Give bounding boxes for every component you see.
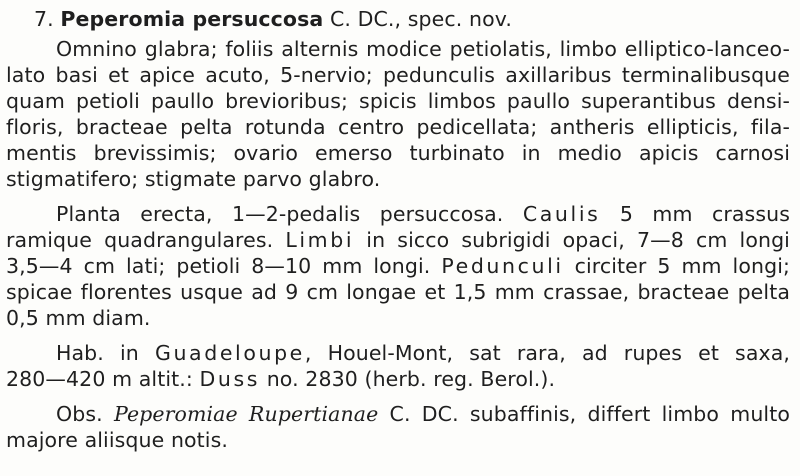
- species-author: C. DC., spec. nov.: [323, 7, 512, 31]
- species-heading: [34, 6, 512, 32]
- habitat-line: [6, 366, 555, 392]
- observation-text: Obs.: [56, 402, 114, 426]
- spaced-term: Pedunculi: [441, 254, 564, 278]
- description-line: [6, 253, 790, 279]
- description-text: Planta erecta, 1—2-pedalis persuccosa.: [56, 202, 523, 226]
- habitat-text: 280—420 m altit.:: [6, 367, 200, 391]
- observation-line: [56, 401, 790, 427]
- description-text: circiter 5 mm longi;: [563, 254, 791, 278]
- diagnosis-line: Omnino glabra; foliis alternis modice petiolatis, limbo elliptico-lanceo-: [56, 37, 790, 61]
- spaced-term: Caulis: [522, 202, 601, 226]
- description-line: [6, 227, 790, 253]
- observation-line: majore aliisque notis.: [6, 428, 229, 452]
- species-number: 7.: [34, 7, 54, 31]
- diagnosis-line: floris, bracteae pelta rotunda centro pedicellata; antheris ellipticis, fila-: [6, 115, 790, 139]
- habitat-line: [56, 340, 790, 366]
- diagnosis-line: quam petioli paullo brevioribus; spicis limbos paullo superantibus densi-: [6, 89, 790, 113]
- description-line: [56, 201, 790, 227]
- description-text: 3,5—4 cm lati; petioli 8—10 mm longi.: [6, 254, 442, 278]
- spaced-term: Limbi: [285, 228, 355, 252]
- description-line: spicae florentes usque ad 9 cm longae et 1,5 mm crassae, bracteae pelta: [6, 280, 790, 304]
- observation-text: C. DC. subaffinis, differt limbo multo: [378, 402, 790, 426]
- diagnosis-line: mentis brevissimis; ovario emerso turbinato in medio apicis carnosi: [6, 141, 790, 165]
- collector-name: Duss: [199, 367, 261, 391]
- description-line: 0,5 mm diam.: [6, 306, 151, 330]
- habitat-text: no. 2830 (herb. reg. Berol.).: [260, 367, 556, 391]
- habitat-text: , Houel-Mont, sat rara, ad rupes et saxa,: [304, 341, 790, 365]
- related-species-name: Peperomiae Rupertianae: [113, 402, 379, 426]
- description-text: ramique quadrangulares.: [6, 228, 286, 252]
- diagnosis-line: lato basi et apice acuto, 5-nervio; pedunculis axillaribus terminalibusque: [6, 63, 790, 87]
- species-name: Peperomia persuccosa: [60, 7, 324, 31]
- diagnosis-line: stigmatifero; stigmate parvo glabro.: [6, 167, 381, 191]
- habitat-text: Hab. in: [56, 341, 155, 365]
- description-text: in sicco subrigidi opaci, 7—8 cm longi: [354, 228, 790, 252]
- locality-name: Guadeloupe: [154, 341, 305, 365]
- description-text: 5 mm crassus: [600, 202, 790, 226]
